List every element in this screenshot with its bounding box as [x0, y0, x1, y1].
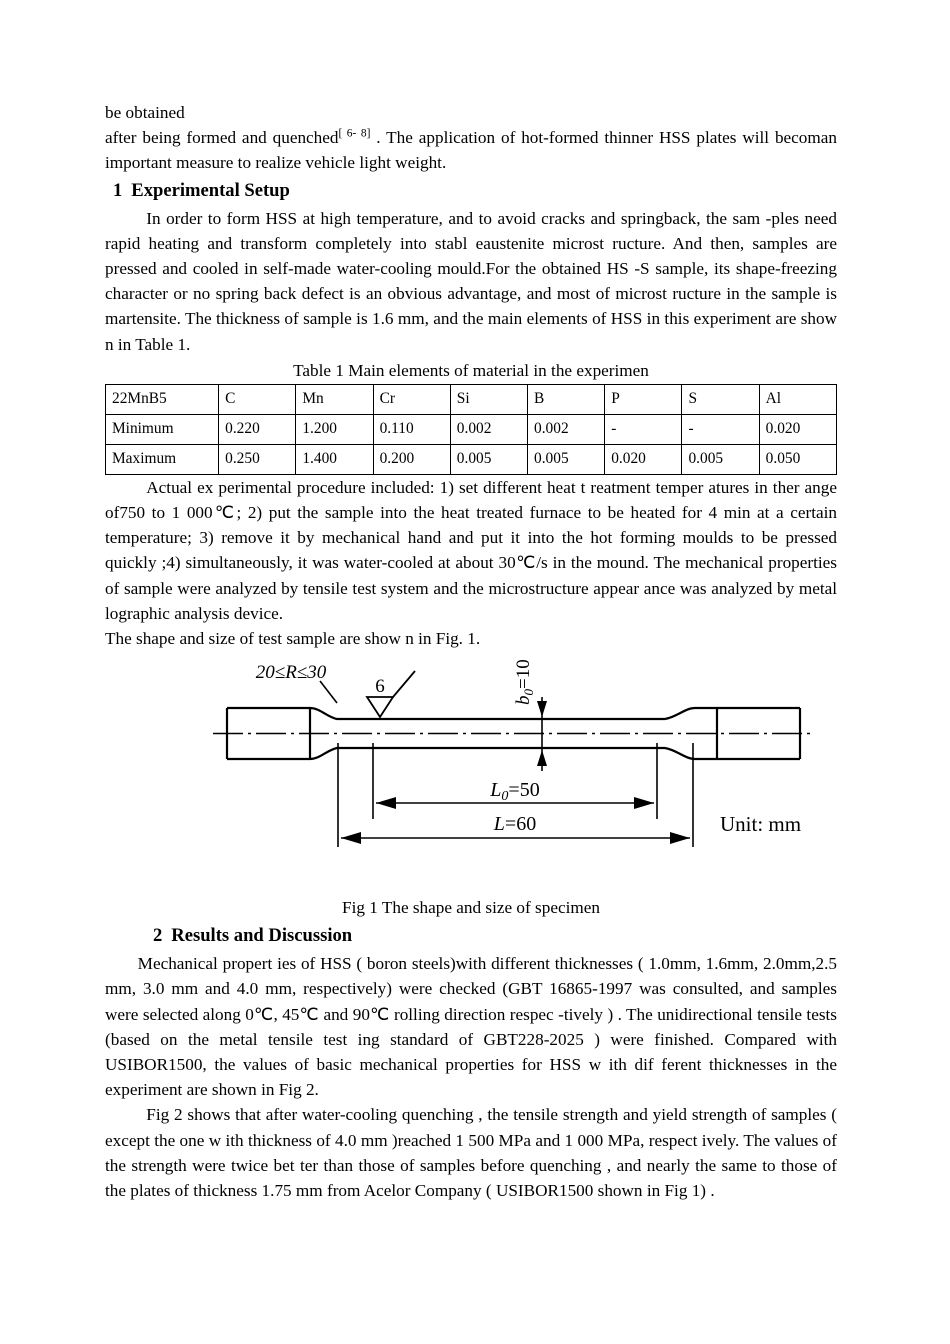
section2-paragraph-2: Fig 2 shows that after water-cooling quenching , the tensile strength and yield strength of samples ( except the one w ith thickness of 4.0 mm )reached 1 500 MPa and 1 000 MPa, respect ively. The values of the strength were twice bet ter than those of samples before quenching , and nearly the same to those of the plates of thickness 1.75 mm from Acelor Company ( USIBOR1500 shown in Fig 1) . [105, 1105, 837, 1201]
table-cell-header-7: S [682, 384, 759, 414]
table-cell-header-6: P [605, 384, 682, 414]
intro-text-post: . The application of hot-formed thinner HSS plates will becoman important measure to realize vehicle light weight. [105, 128, 837, 173]
table-cell-value: 0.050 [759, 444, 836, 474]
specimen-drawing-svg [105, 659, 837, 855]
radius-leader-line [320, 681, 337, 703]
table-cell-value: 0.110 [373, 414, 450, 444]
table-cell-header-5: B [528, 384, 605, 414]
top-fragment-line: be obtained [105, 103, 185, 122]
gauge-length-label-text: $L_0=50$ [490, 779, 540, 805]
table-cell-header-1: C [219, 384, 296, 414]
table-cell-value: 0.220 [219, 414, 296, 444]
section-title-1: Experimental Setup [131, 179, 290, 201]
width-label-group [513, 660, 536, 706]
unit-label-text: Unit: mm [720, 812, 802, 837]
procedure-paragraph: Actual ex perimental procedure included: 1) set different heat t reatment temper atures in ther ange of750 to 1 000℃; 2) put the sample into the heat treated furnace to be heated for 4 min at a certain temperature; 3) remove it by mechanical hand and put it into the hot forming moulds to be pressed quickly ;4) simultaneously, it was water-cooled at about 30℃/s in the mound. The mechanical properties of sample were analyzed by tensile test system and the microstructure appear ance was analyzed by metal lographic analysis device. [105, 477, 837, 623]
table-cell-value: 0.002 [528, 414, 605, 444]
table-cell-row-label: Minimum [106, 414, 219, 444]
table-cell-value: 0.005 [450, 444, 527, 474]
roughness-triangle-icon [367, 697, 393, 717]
table-cell-header-4: Si [450, 384, 527, 414]
table-cell-value: - [605, 414, 682, 444]
citation-reference: [ 6- 8] [338, 127, 371, 140]
section-number-2: 2 [153, 925, 163, 947]
table-cell-header-8: Al [759, 384, 836, 414]
section-heading-1 [105, 176, 837, 206]
figure-1-caption: Fig 1 The shape and size of specimen [342, 898, 600, 918]
table-cell-header-3: Cr [373, 384, 450, 414]
table-cell-value: 0.005 [528, 444, 605, 474]
l-arrow-left [341, 832, 361, 844]
table-cell-header-0: 22MnB5 [106, 384, 219, 414]
table-row-header [106, 384, 837, 414]
section-heading-2 [105, 921, 837, 951]
intro-text-pre: after being formed and quenched [105, 128, 339, 148]
width-arrow-top [537, 701, 547, 717]
radius-label-text: 20≤R≤30 [255, 662, 327, 684]
roughness-label-text: 6 [375, 676, 385, 698]
roughness-leader-line [393, 671, 415, 697]
page-content [105, 100, 837, 1203]
table1-caption: Table 1 Main elements of material in the experimen [293, 360, 649, 380]
right-fillet-top [665, 708, 717, 719]
right-fillet-bottom [665, 748, 717, 759]
table-row [106, 444, 837, 474]
table-cell-value: 0.200 [373, 444, 450, 474]
width-arrow-bottom [537, 750, 547, 766]
total-length-label-text: L=60 [493, 813, 537, 836]
l-arrow-right [670, 832, 690, 844]
section-title-2: Results and Discussion [171, 925, 353, 947]
left-fillet-top [310, 708, 367, 719]
table-cell-value: 1.400 [296, 444, 373, 474]
table-cell-value: 0.020 [759, 414, 836, 444]
spacer [105, 855, 837, 895]
table-cell-value: 1.200 [296, 414, 373, 444]
table-cell-row-label: Maximum [106, 444, 219, 474]
table-cell-value: - [682, 414, 759, 444]
figure-1-specimen-drawing [105, 659, 837, 855]
spacer [105, 651, 837, 659]
l0-arrow-right [634, 797, 654, 809]
width-label-text: $b_0=10$ [513, 659, 536, 706]
table-cell-value: 0.002 [450, 414, 527, 444]
intro-paragraph [105, 125, 837, 175]
section2-paragraph-1: Mechanical propert ies of HSS ( boron steels)with different thicknesses ( 1.0mm, 1.6mm, 2.0mm,2.5 mm, 3.0 mm and 4.0 mm, respectively) were checked (GBT 16865-1997 was consulted, and samples were selected along 0℃, 45℃ and 90℃ rolling direction respec -tively ) . The unidirectional tensile tests (based on the metal tensile test ing standard of GBT228-2025 ) were finished. Compared with USIBOR1500, the values of basic mechanical properties for HSS w ith dif ferent thicknesses in the experiment are shown in Fig 2. [105, 954, 837, 1100]
table-cell-value: 0.250 [219, 444, 296, 474]
table-cell-header-2: Mn [296, 384, 373, 414]
section-number-1: 1 [113, 179, 123, 201]
table-row [106, 414, 837, 444]
shape-size-line: The shape and size of test sample are show n in Fig. 1. [105, 629, 481, 649]
section1-paragraph: In order to form HSS at high temperature, and to avoid cracks and springback, the sam -ples need rapid heating and transform completely into stabl eaustenite microst ructure. And then, samples are pressed and cooled in self-made water-cooling mould.For the obtained HS -S sample, its shape-freezing character or no spring back defect is an obvious advantage, and most of microst ructure in the sample is martensite. The thickness of sample is 1.6 mm, and the main elements of HSS in this experiment are show n in Table 1. [105, 208, 837, 354]
table-cell-value: 0.020 [605, 444, 682, 474]
l0-arrow-left [376, 797, 396, 809]
table-cell-value: 0.005 [682, 444, 759, 474]
table-main-elements [105, 384, 837, 475]
